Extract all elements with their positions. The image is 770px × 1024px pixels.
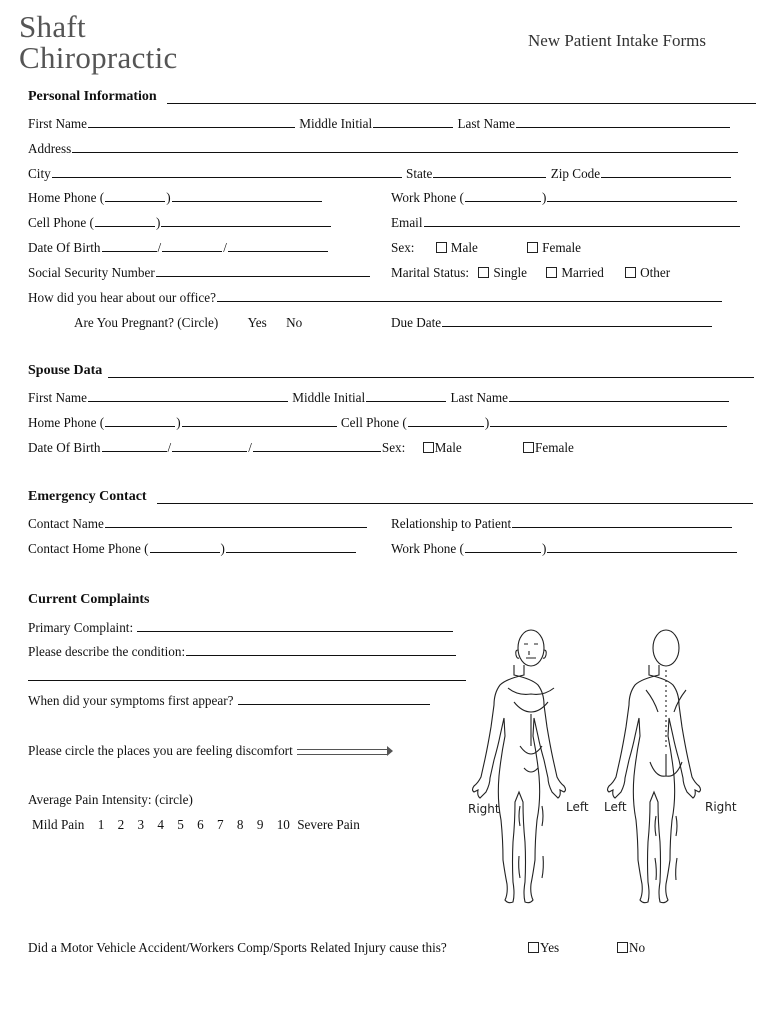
contact-name-row <box>28 516 368 532</box>
spouse-cell-phone-field[interactable] <box>490 415 727 427</box>
pain-scale-5[interactable]: 5 <box>177 817 184 832</box>
spouse-female-checkbox[interactable] <box>523 442 534 453</box>
male-checkbox[interactable] <box>436 242 447 253</box>
pain-scale-severe-label: Severe Pain <box>297 817 360 832</box>
body-front-diagram[interactable] <box>462 626 600 912</box>
personal-row-address <box>28 141 739 157</box>
spouse-dob-label: Date Of Birth <box>28 440 101 455</box>
discomfort-label: Please circle the places you are feeling discomfort <box>28 743 293 758</box>
section-heading-spouse <box>28 362 102 380</box>
symptoms-onset-row <box>28 693 431 709</box>
contact-work-phone-row: Work Phone ( ) <box>391 541 738 557</box>
describe-field[interactable] <box>186 644 456 656</box>
contact-home-phone-label: Contact Home Phone ( <box>28 541 149 556</box>
married-label: Married <box>561 265 604 280</box>
marital-row <box>391 265 670 281</box>
work-phone-area-field[interactable] <box>465 190 541 202</box>
email-field[interactable] <box>424 215 740 227</box>
spouse-male-checkbox[interactable] <box>423 442 434 453</box>
spouse-sex-label: Sex: <box>381 440 406 455</box>
spouse-first-name-field[interactable] <box>88 390 288 402</box>
address-field[interactable] <box>72 141 738 153</box>
accident-row <box>28 940 447 956</box>
last-name-label: Last Name <box>457 116 515 131</box>
due-date-row <box>391 315 713 331</box>
home-phone-area-field[interactable] <box>105 190 165 202</box>
contact-work-phone-area-field[interactable] <box>465 541 541 553</box>
work-phone-field[interactable] <box>547 190 737 202</box>
logo-line-1: Shaft <box>19 9 86 44</box>
married-checkbox[interactable] <box>546 267 557 278</box>
referral-label: How did you hear about our office? <box>28 290 216 305</box>
personal-heading-rule <box>167 103 756 104</box>
sex-row <box>391 240 581 256</box>
accident-yes-option <box>528 940 559 956</box>
primary-complaint-row <box>28 620 454 636</box>
female-label: Female <box>542 240 581 255</box>
symptoms-onset-label: When did your symptoms first appear? <box>28 693 234 708</box>
pain-scale-4[interactable]: 4 <box>157 817 164 832</box>
section-heading-personal <box>28 88 157 106</box>
pain-scale-1[interactable]: 1 <box>97 817 105 832</box>
due-date-label: Due Date <box>391 315 442 330</box>
pregnant-label: Are You Pregnant? (Circle) <box>74 315 219 330</box>
zip-field[interactable] <box>601 166 731 178</box>
work-phone-row: Work Phone ( ) <box>391 190 738 206</box>
cell-phone-area-field[interactable] <box>95 215 155 227</box>
ssn-field[interactable] <box>156 265 370 277</box>
spouse-dob-day-field[interactable] <box>172 440 247 452</box>
home-phone-label: Home Phone ( <box>28 190 105 205</box>
ssn-label: Social Security Number <box>28 265 155 280</box>
primary-complaint-field[interactable] <box>137 620 453 632</box>
single-label: Single <box>493 265 528 280</box>
spouse-dob-month-field[interactable] <box>102 440 167 452</box>
single-checkbox[interactable] <box>478 267 489 278</box>
city-label: City <box>28 166 51 181</box>
spouse-heading-rule <box>108 377 754 378</box>
other-label: Other <box>640 265 671 280</box>
contact-work-phone-label: Work Phone ( <box>391 541 464 556</box>
clinic-logo <box>19 11 178 73</box>
last-name-field[interactable] <box>516 116 730 128</box>
section-heading-complaints <box>28 591 149 609</box>
pregnant-row <box>74 315 302 331</box>
pain-scale-7[interactable]: 7 <box>217 817 224 832</box>
emergency-heading-label: Emergency Contact <box>28 489 147 504</box>
zip-label: Zip Code <box>550 166 601 181</box>
relationship-field[interactable] <box>512 516 732 528</box>
spouse-first-name-label: First Name <box>28 390 87 405</box>
pain-scale-2[interactable]: 2 <box>117 817 125 832</box>
personal-heading-label: Personal Information <box>28 89 157 104</box>
marital-label: Marital Status: <box>391 265 470 280</box>
dob-month-field[interactable] <box>102 240 157 252</box>
home-phone-field[interactable] <box>172 190 322 202</box>
spouse-home-phone-field[interactable] <box>182 415 337 427</box>
due-date-field[interactable] <box>442 315 712 327</box>
contact-work-phone-field[interactable] <box>547 541 737 553</box>
symptoms-onset-field[interactable] <box>238 693 430 705</box>
pregnant-yes-option[interactable]: Yes <box>247 315 267 330</box>
spouse-cell-phone-label: Cell Phone ( <box>340 415 407 430</box>
accident-no-label: No <box>629 940 646 955</box>
accident-no-checkbox[interactable] <box>617 942 628 953</box>
email-row <box>391 215 741 231</box>
spouse-male-label: Male <box>434 440 462 455</box>
accident-no-option <box>617 940 645 956</box>
describe-row <box>28 644 457 660</box>
middle-initial-field[interactable] <box>373 116 453 128</box>
spouse-row-name <box>28 390 730 406</box>
pain-scale-6[interactable]: 6 <box>197 817 204 832</box>
pain-intensity-row <box>28 792 193 808</box>
pain-scale-10[interactable]: 10 <box>276 817 290 832</box>
middle-initial-label: Middle Initial <box>299 116 373 131</box>
pain-intensity-label: Average Pain Intensity: (circle) <box>28 792 193 807</box>
address-label: Address <box>28 141 72 156</box>
spouse-row-phone: Home Phone ( ) Cell Phone ( ) <box>28 415 728 431</box>
discomfort-row <box>28 743 387 759</box>
spouse-row-dob: Date Of Birth / / Sex: Male Female <box>28 440 574 455</box>
ssn-row <box>28 265 371 281</box>
email-label: Email <box>391 215 423 230</box>
work-phone-label: Work Phone ( <box>391 190 464 205</box>
referral-row <box>28 290 723 306</box>
contact-name-field[interactable] <box>105 516 367 528</box>
dob-day-field[interactable] <box>162 240 222 252</box>
pregnant-no-option[interactable]: No <box>286 315 303 330</box>
logo-line-2: Chiropractic <box>19 40 178 75</box>
complaints-heading-label: Current Complaints <box>28 592 150 607</box>
form-title: New Patient Intake Forms <box>528 31 706 50</box>
back-right-label: Right <box>705 800 737 814</box>
spouse-female-label: Female <box>535 440 574 455</box>
pain-scale-9[interactable]: 9 <box>256 817 264 832</box>
personal-row-name <box>28 116 731 132</box>
contact-home-phone-field[interactable] <box>226 541 356 553</box>
cell-phone-row: Cell Phone ( ) <box>28 215 332 231</box>
front-left-label: Left <box>566 800 589 814</box>
primary-complaint-label: Primary Complaint: <box>28 620 134 635</box>
sex-label: Sex: <box>391 240 415 255</box>
dob-row: Date Of Birth / / <box>28 240 329 256</box>
arrow-right-icon <box>297 749 387 755</box>
spouse-heading-label: Spouse Data <box>28 363 103 378</box>
body-back-diagram[interactable] <box>600 626 740 912</box>
city-field[interactable] <box>52 166 402 178</box>
personal-row-city <box>28 166 732 182</box>
female-checkbox[interactable] <box>527 242 538 253</box>
spouse-middle-initial-field[interactable] <box>366 390 446 402</box>
spouse-home-phone-label: Home Phone ( <box>28 415 105 430</box>
accident-question-label: Did a Motor Vehicle Accident/Workers Comp/Sports Related Injury cause this? <box>28 940 447 955</box>
spouse-cell-phone-area-field[interactable] <box>408 415 484 427</box>
cell-phone-field[interactable] <box>161 215 331 227</box>
spouse-middle-initial-label: Middle Initial <box>292 390 366 405</box>
state-field[interactable] <box>433 166 546 178</box>
spouse-home-phone-area-field[interactable] <box>105 415 175 427</box>
pain-scale-3[interactable]: 3 <box>137 817 145 832</box>
spouse-last-name-field[interactable] <box>509 390 729 402</box>
other-checkbox[interactable] <box>625 267 636 278</box>
home-phone-row: Home Phone ( ) <box>28 190 323 206</box>
relationship-row <box>391 516 733 532</box>
spouse-last-name-label: Last Name <box>450 390 508 405</box>
back-left-label: Left <box>604 800 627 814</box>
relationship-label: Relationship to Patient <box>391 516 512 531</box>
contact-name-label: Contact Name <box>28 516 104 531</box>
describe-field-line-2[interactable] <box>28 680 466 681</box>
accident-yes-checkbox[interactable] <box>528 942 539 953</box>
pain-scale-8[interactable]: 8 <box>236 817 244 832</box>
dob-year-field[interactable] <box>228 240 328 252</box>
pain-scale-mild-label: Mild Pain <box>32 817 85 832</box>
referral-field[interactable] <box>217 290 722 302</box>
first-name-field[interactable] <box>88 116 295 128</box>
describe-label: Please describe the condition: <box>28 644 186 659</box>
spouse-dob-year-field[interactable] <box>253 440 381 452</box>
cell-phone-label: Cell Phone ( <box>28 215 94 230</box>
pain-scale <box>32 817 360 833</box>
front-right-label: Right <box>468 802 500 816</box>
first-name-label: First Name <box>28 116 87 131</box>
contact-home-phone-area-field[interactable] <box>150 541 220 553</box>
accident-yes-label: Yes <box>540 940 560 955</box>
state-label: State <box>406 166 433 181</box>
emergency-heading-rule <box>157 503 753 504</box>
male-label: Male <box>450 240 478 255</box>
contact-home-phone-row: Contact Home Phone ( ) <box>28 541 357 557</box>
section-heading-emergency <box>28 488 147 506</box>
dob-label: Date Of Birth <box>28 240 101 255</box>
